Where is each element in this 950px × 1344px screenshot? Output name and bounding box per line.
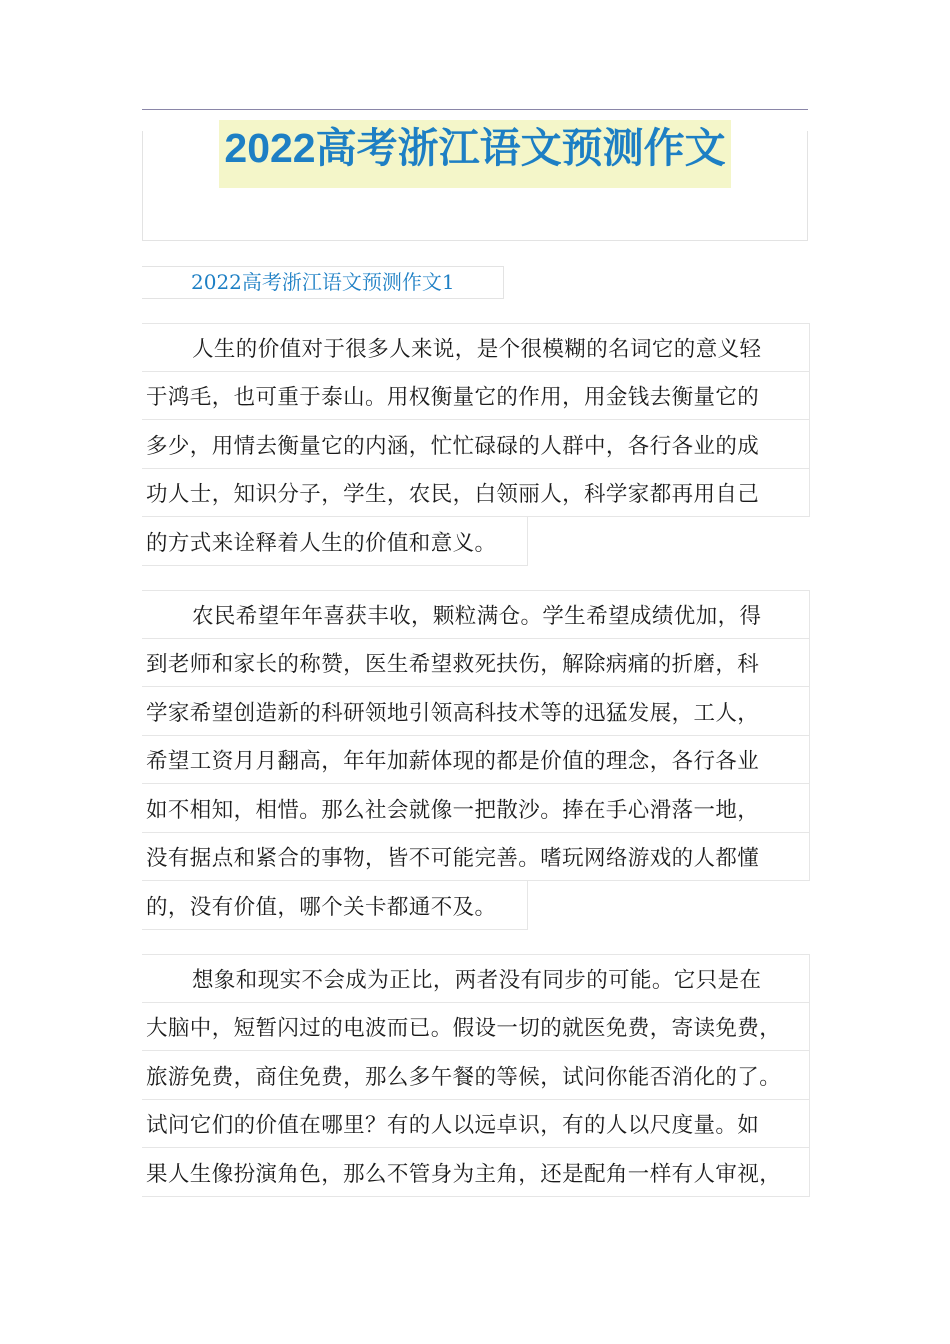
line-text: 的，没有价值，哪个关卡都通不及。 xyxy=(146,894,497,920)
text-line xyxy=(142,687,810,736)
paragraph-2 xyxy=(142,590,810,930)
text-line xyxy=(142,881,528,930)
document-title: 2022高考浙江语文预测作文 xyxy=(219,120,731,188)
line-text: 希望工资月月翻高，年年加薪体现的都是价值的理念，各行各业 xyxy=(146,749,760,774)
text-line xyxy=(142,1148,810,1197)
text-line xyxy=(142,1003,810,1052)
paragraph-3 xyxy=(142,954,810,1197)
text-line xyxy=(142,323,810,372)
line-text: 想象和现实不会成为正比，两者没有同步的可能。它只是在 xyxy=(192,967,762,993)
text-line xyxy=(142,833,810,882)
section-heading: 2022高考浙江语文预测作文1 xyxy=(191,270,455,294)
line-text: 到老师和家长的称赞，医生希望救死扶伤，解除病痛的折磨，科 xyxy=(146,652,760,677)
text-line xyxy=(142,469,810,518)
line-text: 旅游免费，商住免费，那么多午餐的等候，试问你能否消化的了。 xyxy=(146,1064,782,1090)
line-text: 没有据点和紧合的事物，皆不可能完善。嗜玩网络游戏的人都懂 xyxy=(146,846,760,871)
line-text: 学家希望创造新的科研领地引领高科技术等的迅猛发展，工人， xyxy=(146,700,760,726)
line-text: 农民希望年年喜获丰收，颗粒满仓。学生希望成绩优加，得 xyxy=(192,603,762,629)
line-text: 的方式来诠释着人生的价值和意义。 xyxy=(146,530,497,556)
text-line xyxy=(142,590,810,639)
text-line xyxy=(142,1100,810,1149)
line-text: 人生的价值对于很多人来说，是个很模糊的名词它的意义轻 xyxy=(192,336,762,362)
text-line xyxy=(142,517,528,566)
line-text: 如不相知，相惜。那么社会就像一把散沙。捧在手心滑落一地， xyxy=(146,797,760,823)
line-text: 大脑中，短暂闪过的电波而已。假设一切的就医免费，寄读免费， xyxy=(146,1016,782,1041)
text-line xyxy=(142,1051,810,1100)
line-text: 果人生像扮演角色，那么不管身为主角，还是配角一样有人审视， xyxy=(146,1161,782,1187)
line-text: 功人士，知识分子，学生，农民，白领丽人，科学家都再用自己 xyxy=(146,482,760,507)
line-text: 多少，用情去衡量它的内涵，忙忙碌碌的人群中，各行各业的成 xyxy=(146,433,760,459)
line-text: 于鸿毛，也可重于泰山。用权衡量它的作用，用金钱去衡量它的 xyxy=(146,385,760,410)
text-line xyxy=(142,420,810,469)
text-line xyxy=(142,372,810,421)
paragraph-1 xyxy=(142,323,810,566)
header-rule xyxy=(142,109,808,110)
text-line xyxy=(142,736,810,785)
text-line xyxy=(142,639,810,688)
line-text: 试问它们的价值在哪里？有的人以远卓识，有的人以尺度量。如 xyxy=(146,1113,760,1138)
text-line xyxy=(142,784,810,833)
text-line xyxy=(142,954,810,1003)
